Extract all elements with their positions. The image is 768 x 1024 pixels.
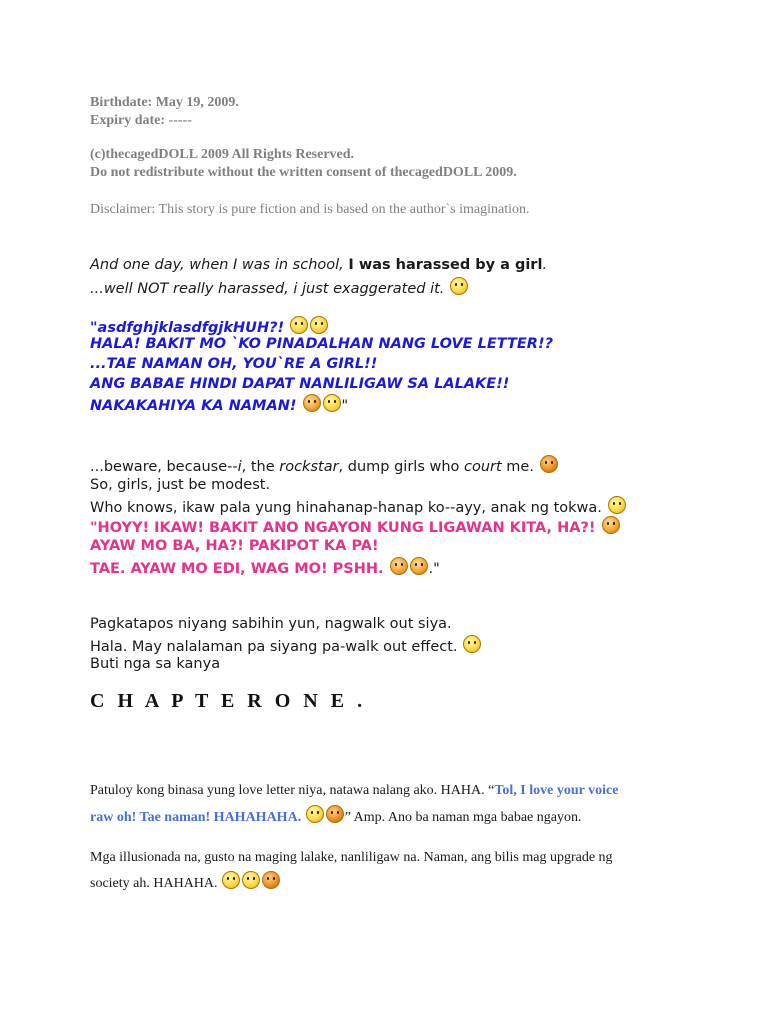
angry-icon bbox=[410, 557, 428, 575]
birthdate: Birthdate: May 19, 2009. bbox=[90, 95, 239, 110]
grin-icon bbox=[306, 805, 324, 823]
beware-text-d: me. bbox=[501, 459, 539, 475]
grin-icon bbox=[326, 805, 344, 823]
beware-i: i bbox=[237, 459, 242, 475]
blue-line-3: ...TAE NAMAN OH, YOU`RE A GIRL!! bbox=[90, 356, 378, 372]
beware-line-1 bbox=[90, 455, 559, 478]
pink-line-3 bbox=[90, 557, 440, 580]
devil-icon bbox=[262, 871, 280, 889]
pink-line-2: AYAW MO BA, HA?! PAKIPOT KA PA! bbox=[90, 538, 379, 554]
chapter-title: C H A P T E R O N E . bbox=[90, 690, 367, 712]
p2-text-b: society ah. HAHAHA. bbox=[90, 876, 222, 891]
smiley-icon bbox=[608, 496, 626, 514]
angry-icon bbox=[303, 394, 321, 412]
devil-icon bbox=[540, 455, 558, 473]
p2-line-1: Mga illusionada na, gusto na maging lalake, nanliligaw na. Naman, ang bilis mag upgrade ng bbox=[90, 850, 613, 865]
meta-copyright bbox=[90, 146, 517, 182]
grin-icon bbox=[242, 871, 260, 889]
p1-text-d: ” Amp. Ano ba naman mga babae ngayon. bbox=[344, 810, 582, 825]
smiley-icon bbox=[463, 635, 481, 653]
beware-line-2: So, girls, just be modest. bbox=[90, 477, 271, 493]
blue-text-5: NAKAKAHIYA KA NAMAN! bbox=[90, 398, 302, 414]
beware-text-3: Who knows, ikaw pala yung hinahanap-hanap ko--ayy, anak ng tokwa. bbox=[90, 500, 607, 516]
disclaimer: Disclaimer: This story is pure fiction and is based on the author`s imagination. bbox=[90, 202, 530, 217]
walk-text-2: Hala. May nalalaman pa siyang pa-walk out effect. bbox=[90, 639, 463, 655]
redistribute-notice: Do not redistribute without the written consent of thecagedDOLL 2009. bbox=[90, 165, 517, 180]
pink-text-3: TAE. AYAW MO EDI, WAG MO! PSHH. bbox=[90, 561, 389, 577]
meta-dates bbox=[90, 94, 239, 130]
intro-text: And one day, when I was in school, bbox=[90, 257, 349, 273]
p2-line-2 bbox=[90, 871, 281, 894]
smiley-icon bbox=[323, 394, 341, 412]
beware-text-b: , the bbox=[241, 459, 280, 475]
p1-quote-blue: Tol, I love your voice bbox=[494, 783, 619, 798]
blue-line-2: HALA! BAKIT MO `KO PINADALHAN NANG LOVE LETTER!? bbox=[90, 336, 553, 352]
intro-text-2: ...well NOT really harassed, i just exaggerated it. bbox=[90, 281, 450, 297]
expiry-date: Expiry date: ----- bbox=[90, 113, 192, 128]
blue-quote-end: " bbox=[341, 398, 349, 414]
walk-line-3: Buti nga sa kanya bbox=[90, 656, 221, 672]
intro-line-2 bbox=[90, 277, 469, 300]
blue-text-1: "asdfghjklasdfgjkHUH?! bbox=[90, 320, 290, 336]
p1-quote-blue-2: raw oh! Tae naman! HAHAHAHA. bbox=[90, 810, 305, 825]
p1-line-1 bbox=[90, 781, 618, 801]
smiley-icon bbox=[450, 277, 468, 295]
intro-period: . bbox=[542, 257, 548, 273]
smiley-icon bbox=[290, 316, 308, 334]
p1-line-2 bbox=[90, 805, 581, 828]
pink-quote-end: ." bbox=[428, 561, 440, 577]
pink-text-1: "HOYY! IKAW! BAKIT ANO NGAYON KUNG LIGAWAN KITA, HA?! bbox=[90, 520, 601, 536]
intro-bold: I was harassed by a girl bbox=[348, 257, 543, 273]
angry-icon bbox=[390, 557, 408, 575]
intro-line-1 bbox=[90, 256, 547, 276]
grin-icon bbox=[222, 871, 240, 889]
beware-text-a: ...beware, because-- bbox=[90, 459, 238, 475]
beware-court: court bbox=[464, 459, 502, 475]
blue-line-5 bbox=[90, 394, 348, 417]
smiley-icon bbox=[310, 316, 328, 334]
beware-rockstar: rockstar bbox=[279, 459, 339, 475]
p1-text-a: Patuloy kong binasa yung love letter niya, natawa nalang ako. HAHA. “ bbox=[90, 783, 495, 798]
pink-line-1 bbox=[90, 516, 621, 539]
walk-line-1: Pagkatapos niyang sabihin yun, nagwalk out siya. bbox=[90, 616, 452, 632]
blue-line-4: ANG BABAE HINDI DAPAT NANLILIGAW SA LALAKE!! bbox=[90, 376, 510, 392]
beware-text-c: , dump girls who bbox=[338, 459, 465, 475]
copyright: (c)thecagedDOLL 2009 All Rights Reserved. bbox=[90, 147, 355, 162]
angry-icon bbox=[602, 516, 620, 534]
